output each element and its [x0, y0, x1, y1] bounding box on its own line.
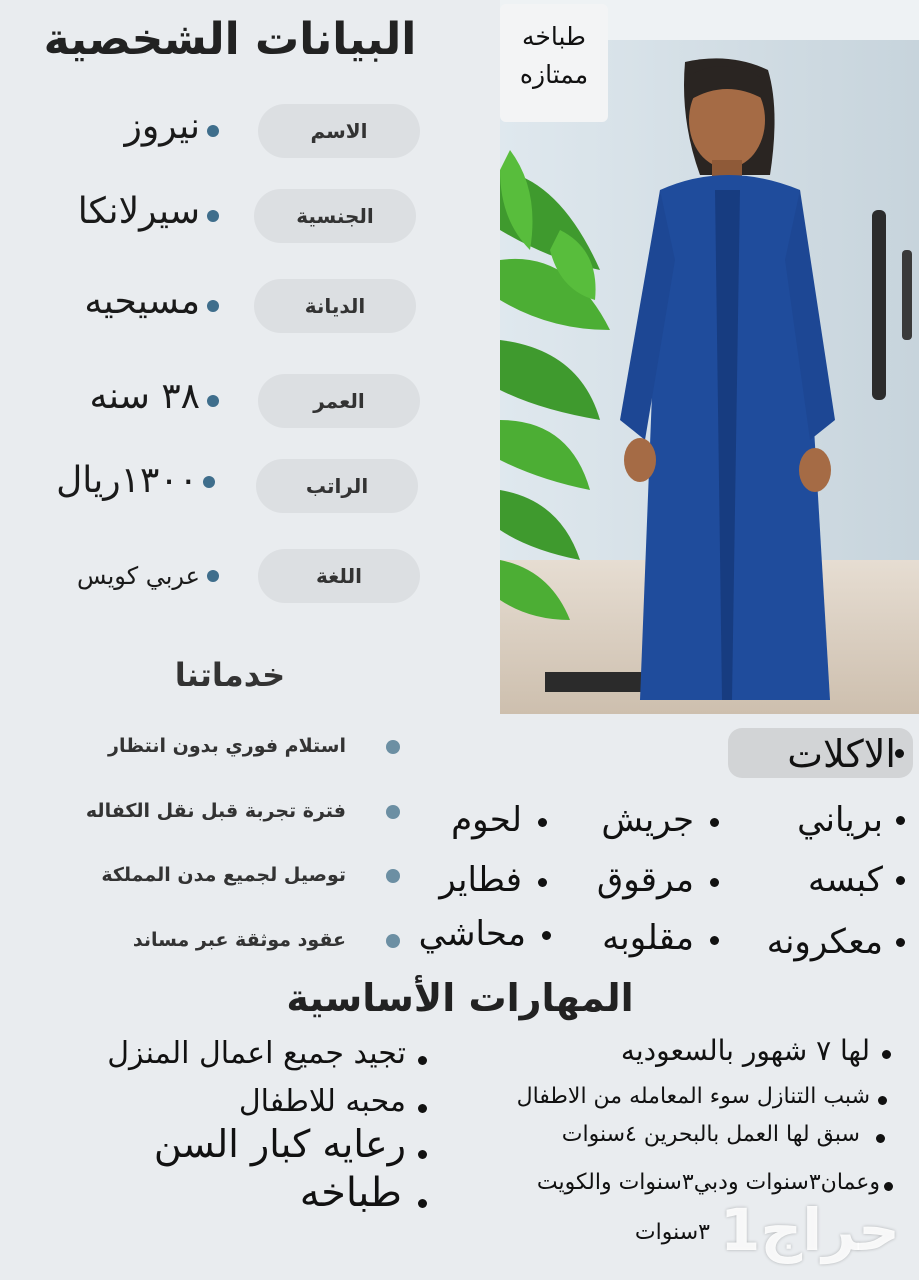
skill-item: محبه للاطفال: [238, 1084, 406, 1119]
bullet-dot: [538, 818, 547, 827]
meal-item: كبسه: [807, 860, 883, 900]
skill-item: طباخه: [299, 1170, 402, 1216]
bullet-dot: [418, 1199, 427, 1208]
bullet-dot: [418, 1150, 427, 1159]
meal-item: محاشي: [418, 914, 526, 954]
bullet-dot: [386, 740, 400, 754]
meal-item: لحوم: [451, 800, 522, 840]
badge-excellent-cook: [500, 4, 608, 122]
bullet-dot: [876, 1134, 885, 1143]
bullet-dot: [884, 1182, 893, 1191]
skill-item: شبب التنازل سوء المعامله من الاطفال: [516, 1084, 870, 1109]
bullet-dot: [878, 1096, 887, 1105]
bullet-dot: [203, 476, 215, 488]
label-salary: الراتب: [256, 459, 418, 513]
bullet-dot: [542, 931, 551, 940]
bullet-dot: [896, 876, 905, 885]
badge-line: ممتازه: [519, 60, 589, 89]
service-item: فترة تجربة قبل نقل الكفاله: [85, 800, 346, 822]
badge-line: طباخه: [522, 22, 586, 51]
value-salary: ١٣٠٠ريال: [56, 460, 198, 501]
meal-item: جريش: [601, 800, 694, 840]
skill-item: لها ٧ شهور بالسعوديه: [620, 1034, 870, 1067]
meal-item: برياني: [797, 800, 883, 840]
value-religion: مسيحيه: [84, 281, 200, 322]
label-religion: الديانة: [254, 279, 416, 333]
meal-item: مرقوق: [596, 860, 694, 900]
bullet-dot: [882, 1050, 891, 1059]
watermark: حراج1: [720, 1196, 900, 1264]
label-language: اللغة: [258, 549, 420, 603]
services-title: خدماتنا: [174, 656, 286, 694]
value-age: ٣٨ سنه: [89, 376, 200, 417]
bullet-dot: [207, 570, 219, 582]
page-title: البيانات الشخصية: [43, 14, 417, 65]
meal-item: فطاير: [439, 860, 522, 900]
label-age: العمر: [258, 374, 420, 428]
bullet-dot: [207, 395, 219, 407]
meal-item: مقلوبه: [602, 918, 694, 958]
bullet-dot: [418, 1056, 427, 1065]
bullet-dot: [207, 300, 219, 312]
bullet-dot: [710, 818, 719, 827]
meals-title: الاكلات: [787, 732, 896, 776]
skill-item: تجيد جميع اعمال المنزل: [107, 1036, 406, 1071]
service-item: توصيل لجميع مدن المملكة: [101, 864, 346, 886]
bullet-dot: [896, 816, 905, 825]
skill-item: رعايه كبار السن: [153, 1122, 406, 1166]
skill-item: ٣سنوات: [634, 1220, 710, 1245]
meal-item: معكرونه: [766, 922, 883, 962]
bullet-dot: [207, 125, 219, 137]
bullet-dot: [710, 878, 719, 887]
bullet-dot: [538, 878, 547, 887]
value-name: نيروز: [124, 106, 200, 147]
bullet-dot: [207, 210, 219, 222]
bullet-dot: [710, 936, 719, 945]
skills-title: المهارات الأساسية: [286, 976, 634, 1020]
bullet-dot: [895, 749, 904, 758]
label-nationality: الجنسية: [254, 189, 416, 243]
label-name: الاسم: [258, 104, 420, 158]
skill-item: وعمان٣سنوات ودبي٣سنوات والكويت: [536, 1170, 880, 1195]
value-language: عربي كويس: [77, 562, 200, 590]
service-item: عقود موثقة عبر مساند: [132, 929, 346, 951]
bullet-dot: [418, 1104, 427, 1113]
bullet-dot: [896, 938, 905, 947]
service-item: استلام فوري بدون انتظار: [108, 735, 346, 757]
value-nationality: سيرلانكا: [77, 191, 200, 232]
skill-item: سبق لها العمل بالبحرين ٤سنوات: [561, 1122, 860, 1147]
